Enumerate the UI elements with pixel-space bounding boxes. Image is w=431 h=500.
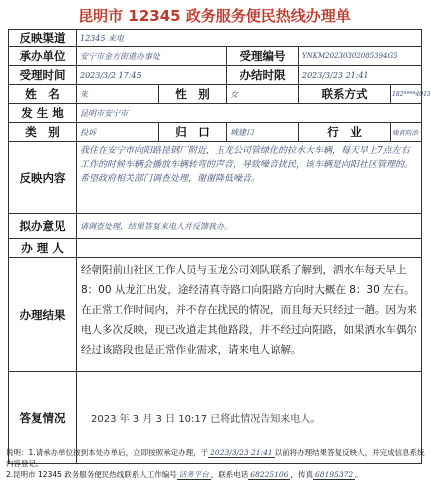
name-label: 姓 名 [9, 85, 77, 104]
row-channel [9, 30, 422, 47]
note-2-fax-label: ，传真 [290, 470, 313, 479]
row-unit [9, 47, 422, 66]
industry-label: 行 业 [299, 123, 391, 142]
unit-value: 安宁市金方街道办事处 [77, 47, 227, 66]
content-value: 我住在安宁市向阳路昆钢厂附近，玉龙公司管绿化的拉水大车辆，每天早上7点左右工作的时候车辆会播放车辆转弯的声音，导致噪音扰民，该车辆是向阳社区管理的。希望政府相关部门调查处理，谢谢降低噪音。 [77, 142, 422, 214]
deadline-value: 2023/3/23 21:41 [299, 66, 422, 85]
note-2-fax: 68195372 [314, 470, 354, 479]
handler-value [77, 239, 422, 258]
category-value: 城建口 [227, 123, 299, 142]
note-2-phone-label: ，联系电话 [210, 470, 249, 479]
channel-value: 12345 来电 [77, 30, 422, 47]
reply-label: 答复情况 [9, 372, 77, 464]
unit-label: 承办单位 [9, 47, 77, 66]
accept-time-label: 受理时间 [9, 66, 77, 85]
footnotes [6, 447, 426, 480]
place-value: 昆明市安宁市 [77, 104, 422, 123]
accept-time-value: 2023/3/2 17:45 [77, 66, 227, 85]
contact-label: 联系方式 [299, 85, 391, 104]
handler-label: 办 理 人 [9, 239, 77, 258]
type-value: 投诉 [77, 123, 159, 142]
row-place [9, 104, 422, 123]
work-order-form [8, 29, 431, 464]
note-2-end: 。 [355, 470, 363, 479]
note-1-suffix: 以前将办理结果答复反映人，并完成信息系统内容登记。 [6, 448, 425, 468]
gender-value: 女 [227, 85, 299, 104]
deadline-label: 办结时限 [227, 66, 299, 85]
gender-label: 性 别 [159, 85, 227, 104]
contact-value: 182****4015 [391, 85, 422, 104]
opinion-value: 请调查处理，结果答复来电人并反馈我办。 [77, 214, 422, 239]
type-label: 类 别 [9, 123, 77, 142]
place-label: 发 生 地 [9, 104, 77, 123]
note-1-date: 2023/3/23 21:41 [210, 448, 273, 457]
row-handler [9, 239, 422, 258]
row-person [9, 85, 422, 104]
note-line-1 [6, 447, 426, 469]
row-accept-time [9, 66, 422, 85]
row-type [9, 123, 422, 142]
page-title: 昆明市 12345 政务服务便民热线办理单 [78, 7, 351, 25]
channel-label: 反映渠道 [9, 30, 77, 47]
industry-value: 噪音防治 [391, 123, 422, 142]
category-label: 归 口 [159, 123, 227, 142]
result-label: 办理结果 [9, 258, 77, 372]
row-result [9, 258, 422, 372]
note-1-prefix: 说明：1.请承办单位按到本处办单后，立即按照承 [6, 448, 171, 457]
result-value: 经朝阳前山社区工作人员与玉龙公司刘队联系了解到，洒水车每天早上 8：00 从龙汇出发，途经清真寺路口向阳路方向时大概在 8：30 左右。在正常工作时间内，并不存在扰民的情况，而且每天只经过一趟。因为来电人多次反映，现已改道走其他路段，并不经过向阳路，如果洒水车偶尔经过该路段也是正常作业需求，请来电人谅解。 [77, 258, 422, 372]
note-1-mid: 定办理，于 [170, 448, 209, 457]
content-label: 反映内容 [9, 142, 77, 214]
ticket-value: YNKM20230302085394G5 [299, 47, 422, 66]
row-opinion [9, 214, 422, 239]
reply-value: 2023 年 3 月 3 日 10:17 已将此情况告知来电人。 [77, 372, 422, 464]
name-value: 朱 [77, 85, 159, 104]
note-2-phone: 68225106 [250, 470, 289, 479]
ticket-label: 受理编号 [227, 47, 299, 66]
note-2-prefix: 2.昆明市 12345 政务服务便民热线联系人工作编号 [6, 470, 177, 479]
note-line-2 [6, 469, 426, 480]
note-2-staff: 话务平台 [178, 470, 209, 479]
opinion-label: 拟办意见 [9, 214, 77, 239]
row-content [9, 142, 422, 214]
